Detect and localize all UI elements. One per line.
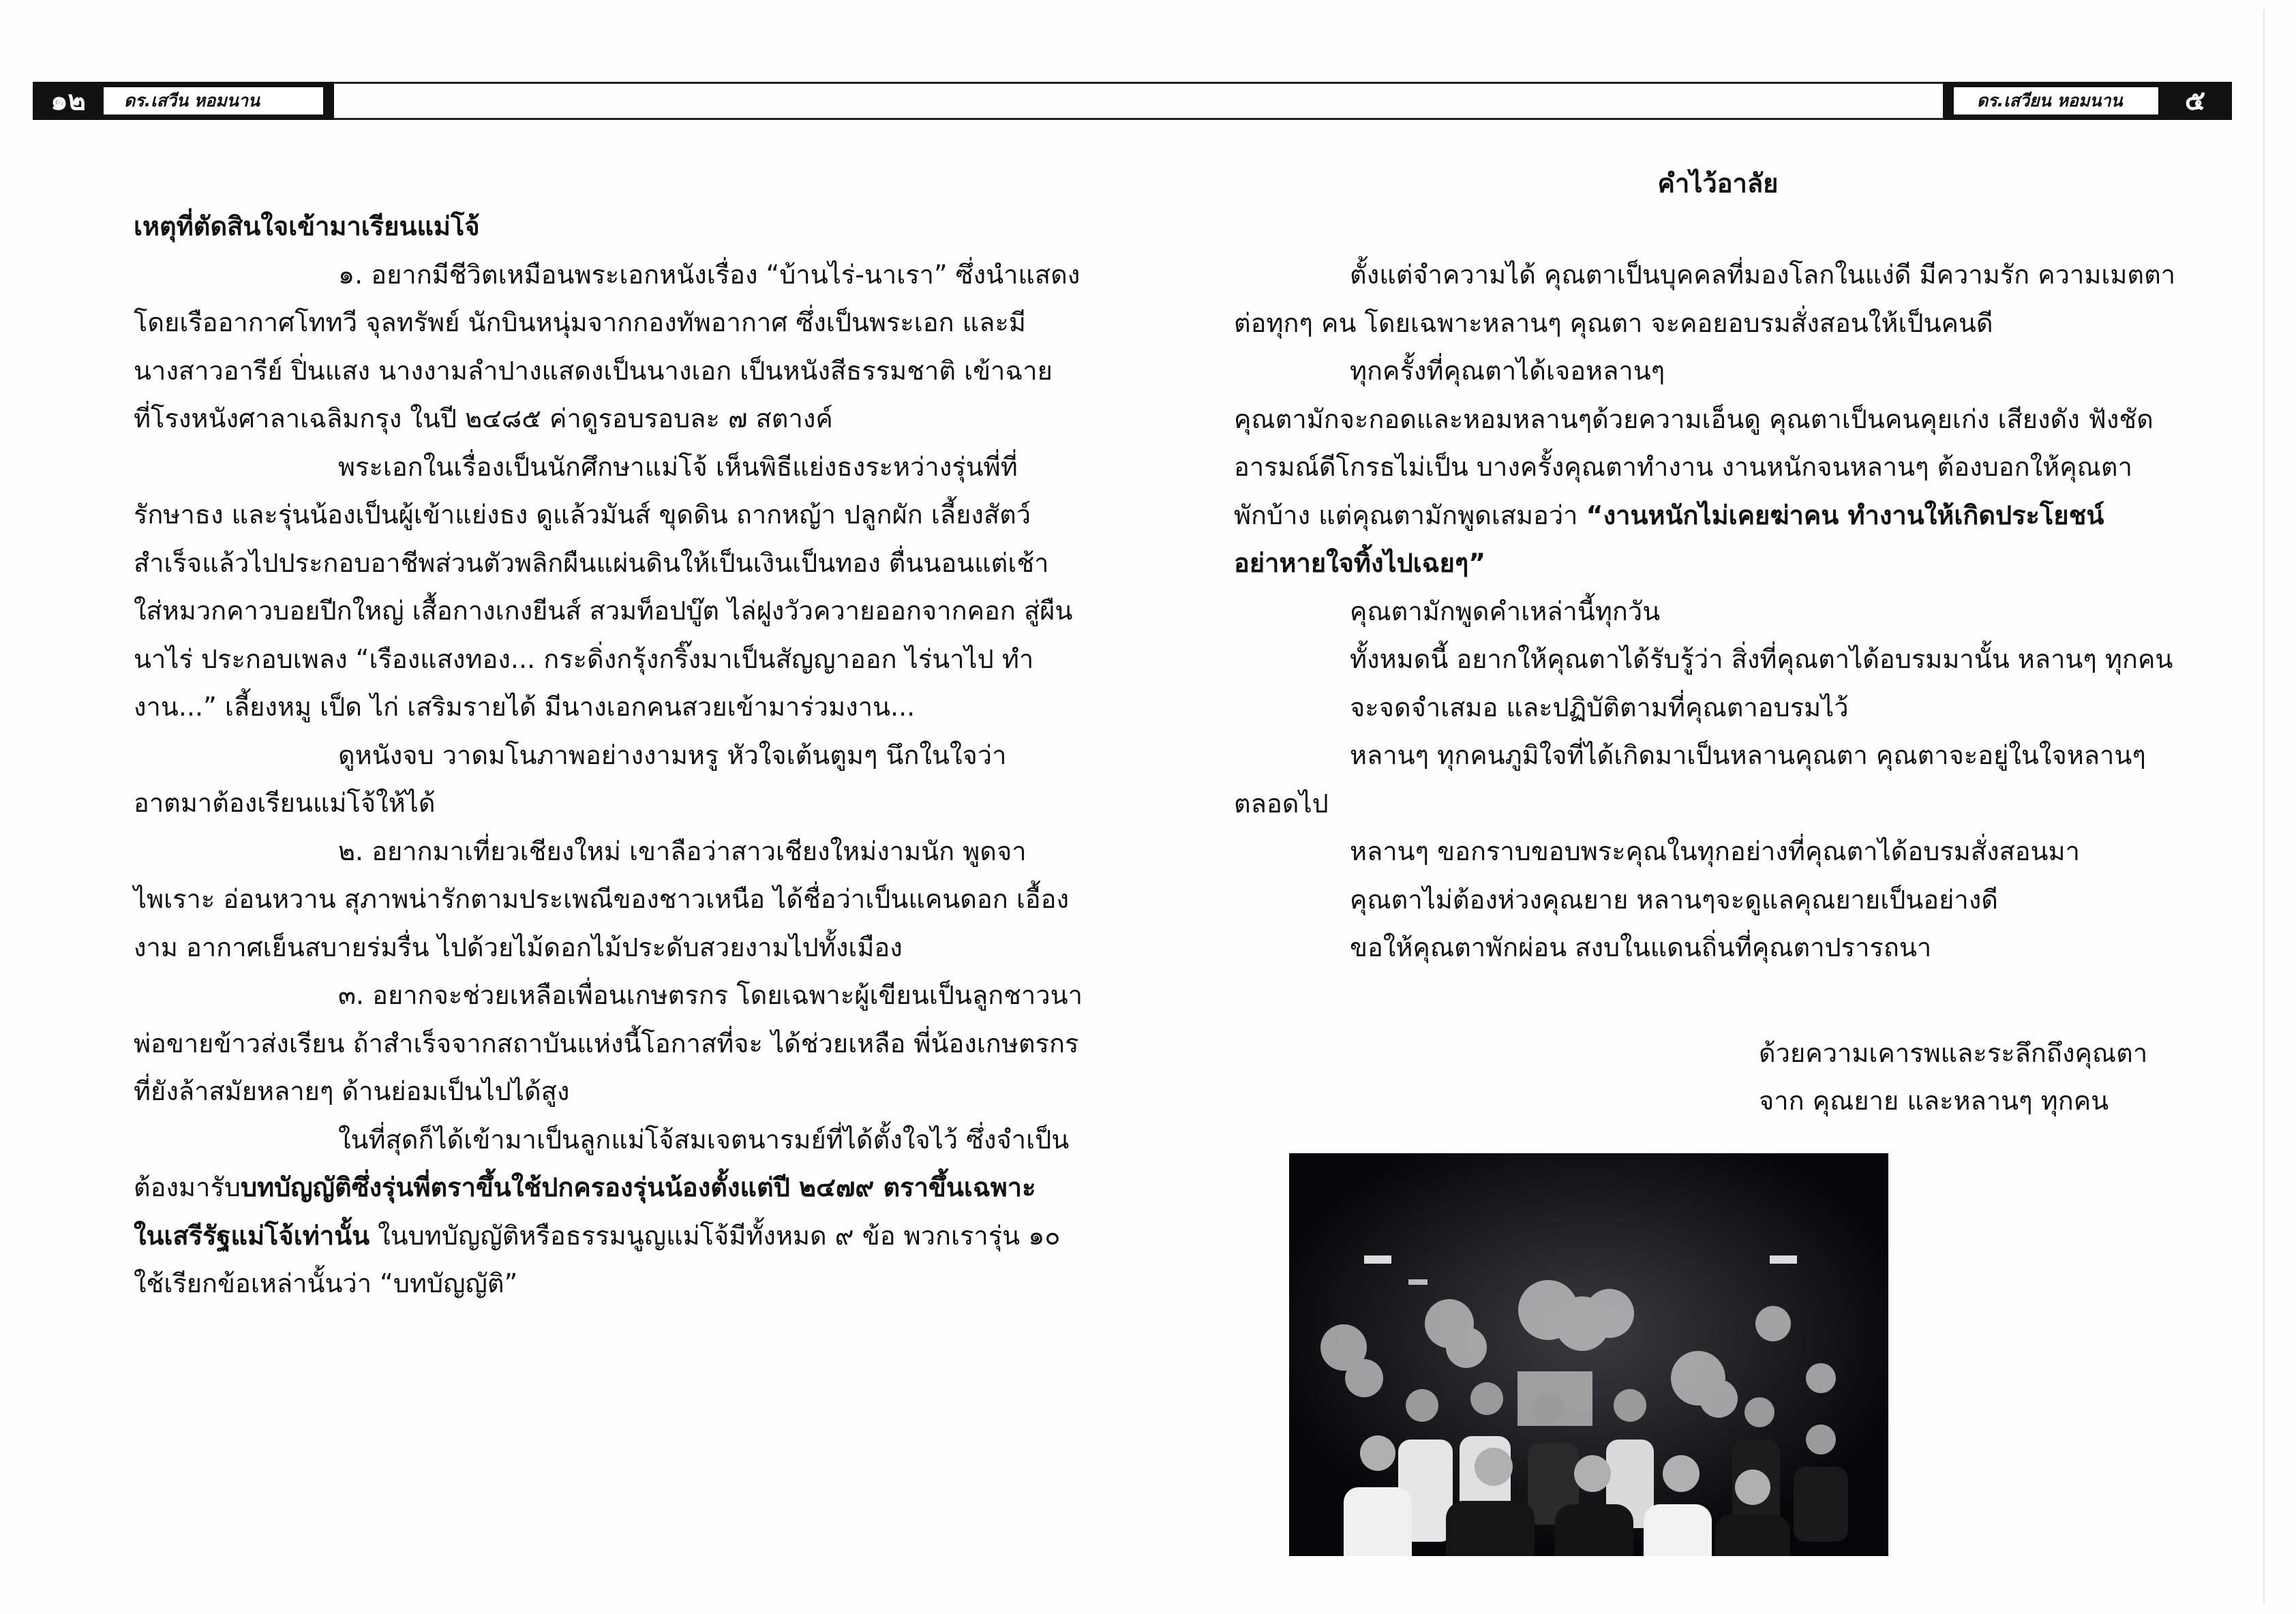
text-line xyxy=(134,635,1088,684)
left-author-name: ดร.เสวีน หอมนาน xyxy=(104,87,323,115)
text-line xyxy=(134,924,1088,972)
line-text: สำเร็จแล้วไปประกอบอาชีพส่วนตัวพลิกผืนแผ่นดินให้เป็นเงินเป็นทอง ตื่นนอนแต่เช้า xyxy=(134,547,1049,578)
line-text: ทั้งหมดนี้ อยากให้คุณตาได้รับรู้ว่า สิ่งที่คุณตาได้อบรมมานั้น หลานๆ ทุกคน xyxy=(1350,644,2173,674)
line-text: นาไร่ ประกอบเพลง “เรืองแสงทอง... กระดิ่งกรุ้งกริ๊งมาเป็นสัญญาออก ไร่นาไป ทำ xyxy=(134,643,1034,674)
line-text: รักษาธง และรุ่นน้องเป็นผู้เข้าแย่งธง ดูแล้วมันส์ ขุดดิน ถากหญ้า ปลูกผัก เลี้ยงสัตว์ xyxy=(134,500,1031,530)
line-text: ที่ยังล้าสมัยหลายๆ ด้านย่อมเป็นไปได้สูง xyxy=(134,1076,570,1106)
text-line xyxy=(134,971,1088,1020)
right-author-name: ดร.เสวียน หอมนาน xyxy=(1954,87,2158,115)
line-text: คุณตามักจะกอดและหอมหลานๆด้วยความเอ็นดู คุณตาเป็นคนคุยเก่ง เสียงดัง ฟังชัด xyxy=(1234,404,2154,434)
text-line xyxy=(134,491,1088,539)
header-rule-top xyxy=(334,82,1943,84)
scan-edge-line xyxy=(2263,10,2265,1604)
line-text: ดูหนังจบ วาดมโนภาพอย่างงามหรู หัวใจเต้นตูมๆ นึกในใจว่า xyxy=(338,740,1007,770)
text-line xyxy=(1234,443,2202,491)
line-text: ต่อทุกๆ คน โดยเฉพาะหลานๆ คุณตา จะคอยอบรมสั่งสอนให้เป็นคนดี xyxy=(1234,307,1993,338)
text-line xyxy=(134,1212,1088,1260)
text-line xyxy=(134,1067,1088,1116)
line-text: งาน...” เลี้ยงหมู เป็ด ไก่ เสริมรายได้ มีนางเอกคนสวยเข้ามาร่วมงาน... xyxy=(134,692,916,722)
line-text: อารมณ์ดีโกรธไม่เป็น บางครั้งคุณตาทำงาน งานหนักจนหลานๆ ต้องบอกให้คุณตา xyxy=(1234,452,2132,482)
text-line xyxy=(134,731,1088,780)
left-page-body xyxy=(134,202,1088,1308)
header-rule-bottom xyxy=(334,118,1943,120)
line-text: ต้องมารับ xyxy=(134,1172,241,1202)
line-text: ตั้งแต่จำความได้ คุณตาเป็นบุคคลที่มองโลกในแง่ดี มีความรัก ความเมตตา xyxy=(1350,260,2176,290)
left-paragraphs xyxy=(134,251,1088,1308)
line-text: ขอให้คุณตาพักผ่อน สงบในแดนถิ่นที่คุณตาปรารถนา xyxy=(1350,932,1932,962)
text-line xyxy=(1234,251,2202,299)
right-page-body xyxy=(1234,251,2202,972)
line-text: นางสาวอารีย์ ปิ่นแสง นางงามลำปางแสดงเป็นนางเอก เป็นหนังสีธรรมชาติ เข้าฉาย xyxy=(134,355,1053,386)
bold-text: ในเสรีรัฐแม่โจ้เท่านั้น xyxy=(134,1220,370,1251)
bold-text: บทบัญญัติซึ่งรุ่นพี่ตราขึ้นใช้ปกครองรุ่นน้องตั้งแต่ปี ๒๔๗๙ ตราขึ้นเฉพาะ xyxy=(240,1172,1036,1202)
signoff-line: จาก คุณยาย และหลานๆ ทุกคน xyxy=(1759,1086,2109,1116)
text-line xyxy=(1234,876,2202,924)
text-line xyxy=(134,395,1088,443)
section-heading: เหตุที่ตัดสินใจเข้ามาเรียนแม่โจ้ xyxy=(134,211,480,241)
group-memorial-photo xyxy=(1289,1153,1888,1556)
right-running-head xyxy=(1943,82,2232,120)
line-text: ๒. อยากมาเที่ยวเชียงใหม่ เขาลือว่าสาวเชียงใหม่งามนัก พูดจา xyxy=(338,836,1027,866)
text-line xyxy=(134,251,1088,299)
line-text: หลานๆ ขอกราบขอบพระคุณในทุกอย่างที่คุณตาได้อบรมสั่งสอนมา xyxy=(1350,836,2080,866)
bold-text: “งานหนักไม่เคยฆ่าคน ทำงานให้เกิดประโยชน์ xyxy=(1586,500,2104,530)
text-line xyxy=(134,1260,1088,1308)
line-text: งาม อากาศเย็นสบายร่มรื่น ไปด้วยไม้ดอกไม้ประดับสวยงามไปทั้งเมือง xyxy=(134,932,903,962)
line-text: ทุกครั้งที่คุณตาได้เจอหลานๆ xyxy=(1350,356,1665,386)
signoff-line: ด้วยความเคารพและระลึกถึงคุณตา xyxy=(1759,1038,2148,1068)
signoff xyxy=(1759,1029,2147,1125)
text-line xyxy=(134,683,1088,731)
text-line xyxy=(134,587,1088,635)
text-line xyxy=(1234,780,2202,828)
line-text-after: ในบทบัญญัติหรือธรรมนูญแม่โจ้มีทั้งหมด ๙ ข้อ พวกเรารุ่น ๑๐ xyxy=(369,1220,1061,1251)
text-line xyxy=(1234,299,2202,348)
line-text: หลานๆ ทุกคนภูมิใจที่ได้เกิดมาเป็นหลานคุณตา คุณตาจะอยู่ในใจหลานๆ xyxy=(1350,740,2146,770)
text-line xyxy=(134,1116,1088,1164)
text-line xyxy=(1234,924,2202,972)
line-text: คุณตาไม่ต้องห่วงคุณยาย หลานๆจะดูแลคุณยายเป็นอย่างดี xyxy=(1350,884,1998,915)
text-line xyxy=(1234,347,2202,395)
bold-text: อย่าหายใจทิ้งไปเฉยๆ” xyxy=(1234,548,1486,578)
line-text: ตลอดไป xyxy=(1234,788,1329,819)
text-line xyxy=(134,1020,1088,1068)
line-text: โดยเรืออากาศโททวี จุลทรัพย์ นักบินหนุ่มจากกองทัพอากาศ ซึ่งเป็นพระเอก และมี xyxy=(134,307,1026,337)
text-line xyxy=(134,539,1088,588)
left-page-number: ๑๒ xyxy=(50,85,86,117)
photo-image xyxy=(1289,1153,1888,1556)
text-line xyxy=(1234,539,2202,588)
text-line xyxy=(134,443,1088,491)
text-line xyxy=(1234,731,2202,780)
text-line xyxy=(1234,588,2202,636)
text-line xyxy=(134,827,1088,876)
text-line xyxy=(134,875,1088,924)
text-line xyxy=(1234,491,2202,540)
text-line xyxy=(134,1163,1088,1212)
text-line xyxy=(1234,395,2202,444)
text-line xyxy=(1234,635,2202,684)
line-text: พระเอกในเรื่องเป็นนักศึกษาแม่โจ้ เห็นพิธีแย่งธงระหว่างรุ่นพี่ที่ xyxy=(338,451,1018,482)
line-text: ๓. อยากจะช่วยเหลือเพื่อนเกษตรกร โดยเฉพาะผู้เขียนเป็นลูกชาวนา xyxy=(338,980,1083,1010)
text-line xyxy=(1234,827,2202,876)
line-text: ไพเราะ อ่อนหวาน สุภาพน่ารักตามประเพณีของชาวเหนือ ได้ชื่อว่าเป็นแคนดอก เอื้อง xyxy=(134,884,1070,914)
page-title: คำไว้อาลัย xyxy=(1657,168,1779,198)
line-text: พักบ้าง แต่คุณตามักพูดเสมอว่า xyxy=(1234,500,1586,530)
text-line xyxy=(134,779,1088,827)
line-text: ที่โรงหนังศาลาเฉลิมกรุง ในปี ๒๔๘๕ ค่าดูรอบรอบละ ๗ สตางค์ xyxy=(134,404,833,433)
line-text: ๑. อยากมีชีวิตเหมือนพระเอกหนังเรื่อง “บ้านไร่-นาเรา” ซึ่งนำแสดง xyxy=(338,259,1081,290)
right-page-number: ๕ xyxy=(2184,85,2206,117)
line-text: ใช้เรียกข้อเหล่านั้นว่า “บทบัญญัติ” xyxy=(134,1268,518,1298)
text-line xyxy=(1234,684,2202,732)
line-text: พ่อขายข้าวส่งเรียน ถ้าสำเร็จจากสถาบันแห่งนี้โอกาสที่จะ ได้ช่วยเหลือ พี่น้องเกษตรกร xyxy=(134,1028,1079,1059)
text-line xyxy=(134,347,1088,395)
line-text: ใส่หมวกคาวบอยปีกใหญ่ เสื้อกางเกงยีนส์ สวมท็อปบู๊ต ไล่ฝูงวัวควายออกจากคอก สู่ผืน xyxy=(134,596,1073,626)
line-text: จะจดจำเสมอ และปฏิบัติตามที่คุณตาอบรมไว้ xyxy=(1350,692,1849,722)
line-text: ในที่สุดก็ได้เข้ามาเป็นลูกแม่โจ้สมเจตนารมย์ที่ได้ตั้งใจไว้ ซึ่งจำเป็น xyxy=(338,1124,1070,1155)
left-running-head xyxy=(33,82,334,120)
right-paragraphs xyxy=(1234,251,2202,972)
text-line xyxy=(134,299,1088,347)
line-text: อาตมาต้องเรียนแม่โจ้ให้ได้ xyxy=(134,788,436,818)
line-text: คุณตามักพูดคำเหล่านี้ทุกวัน xyxy=(1350,596,1661,626)
